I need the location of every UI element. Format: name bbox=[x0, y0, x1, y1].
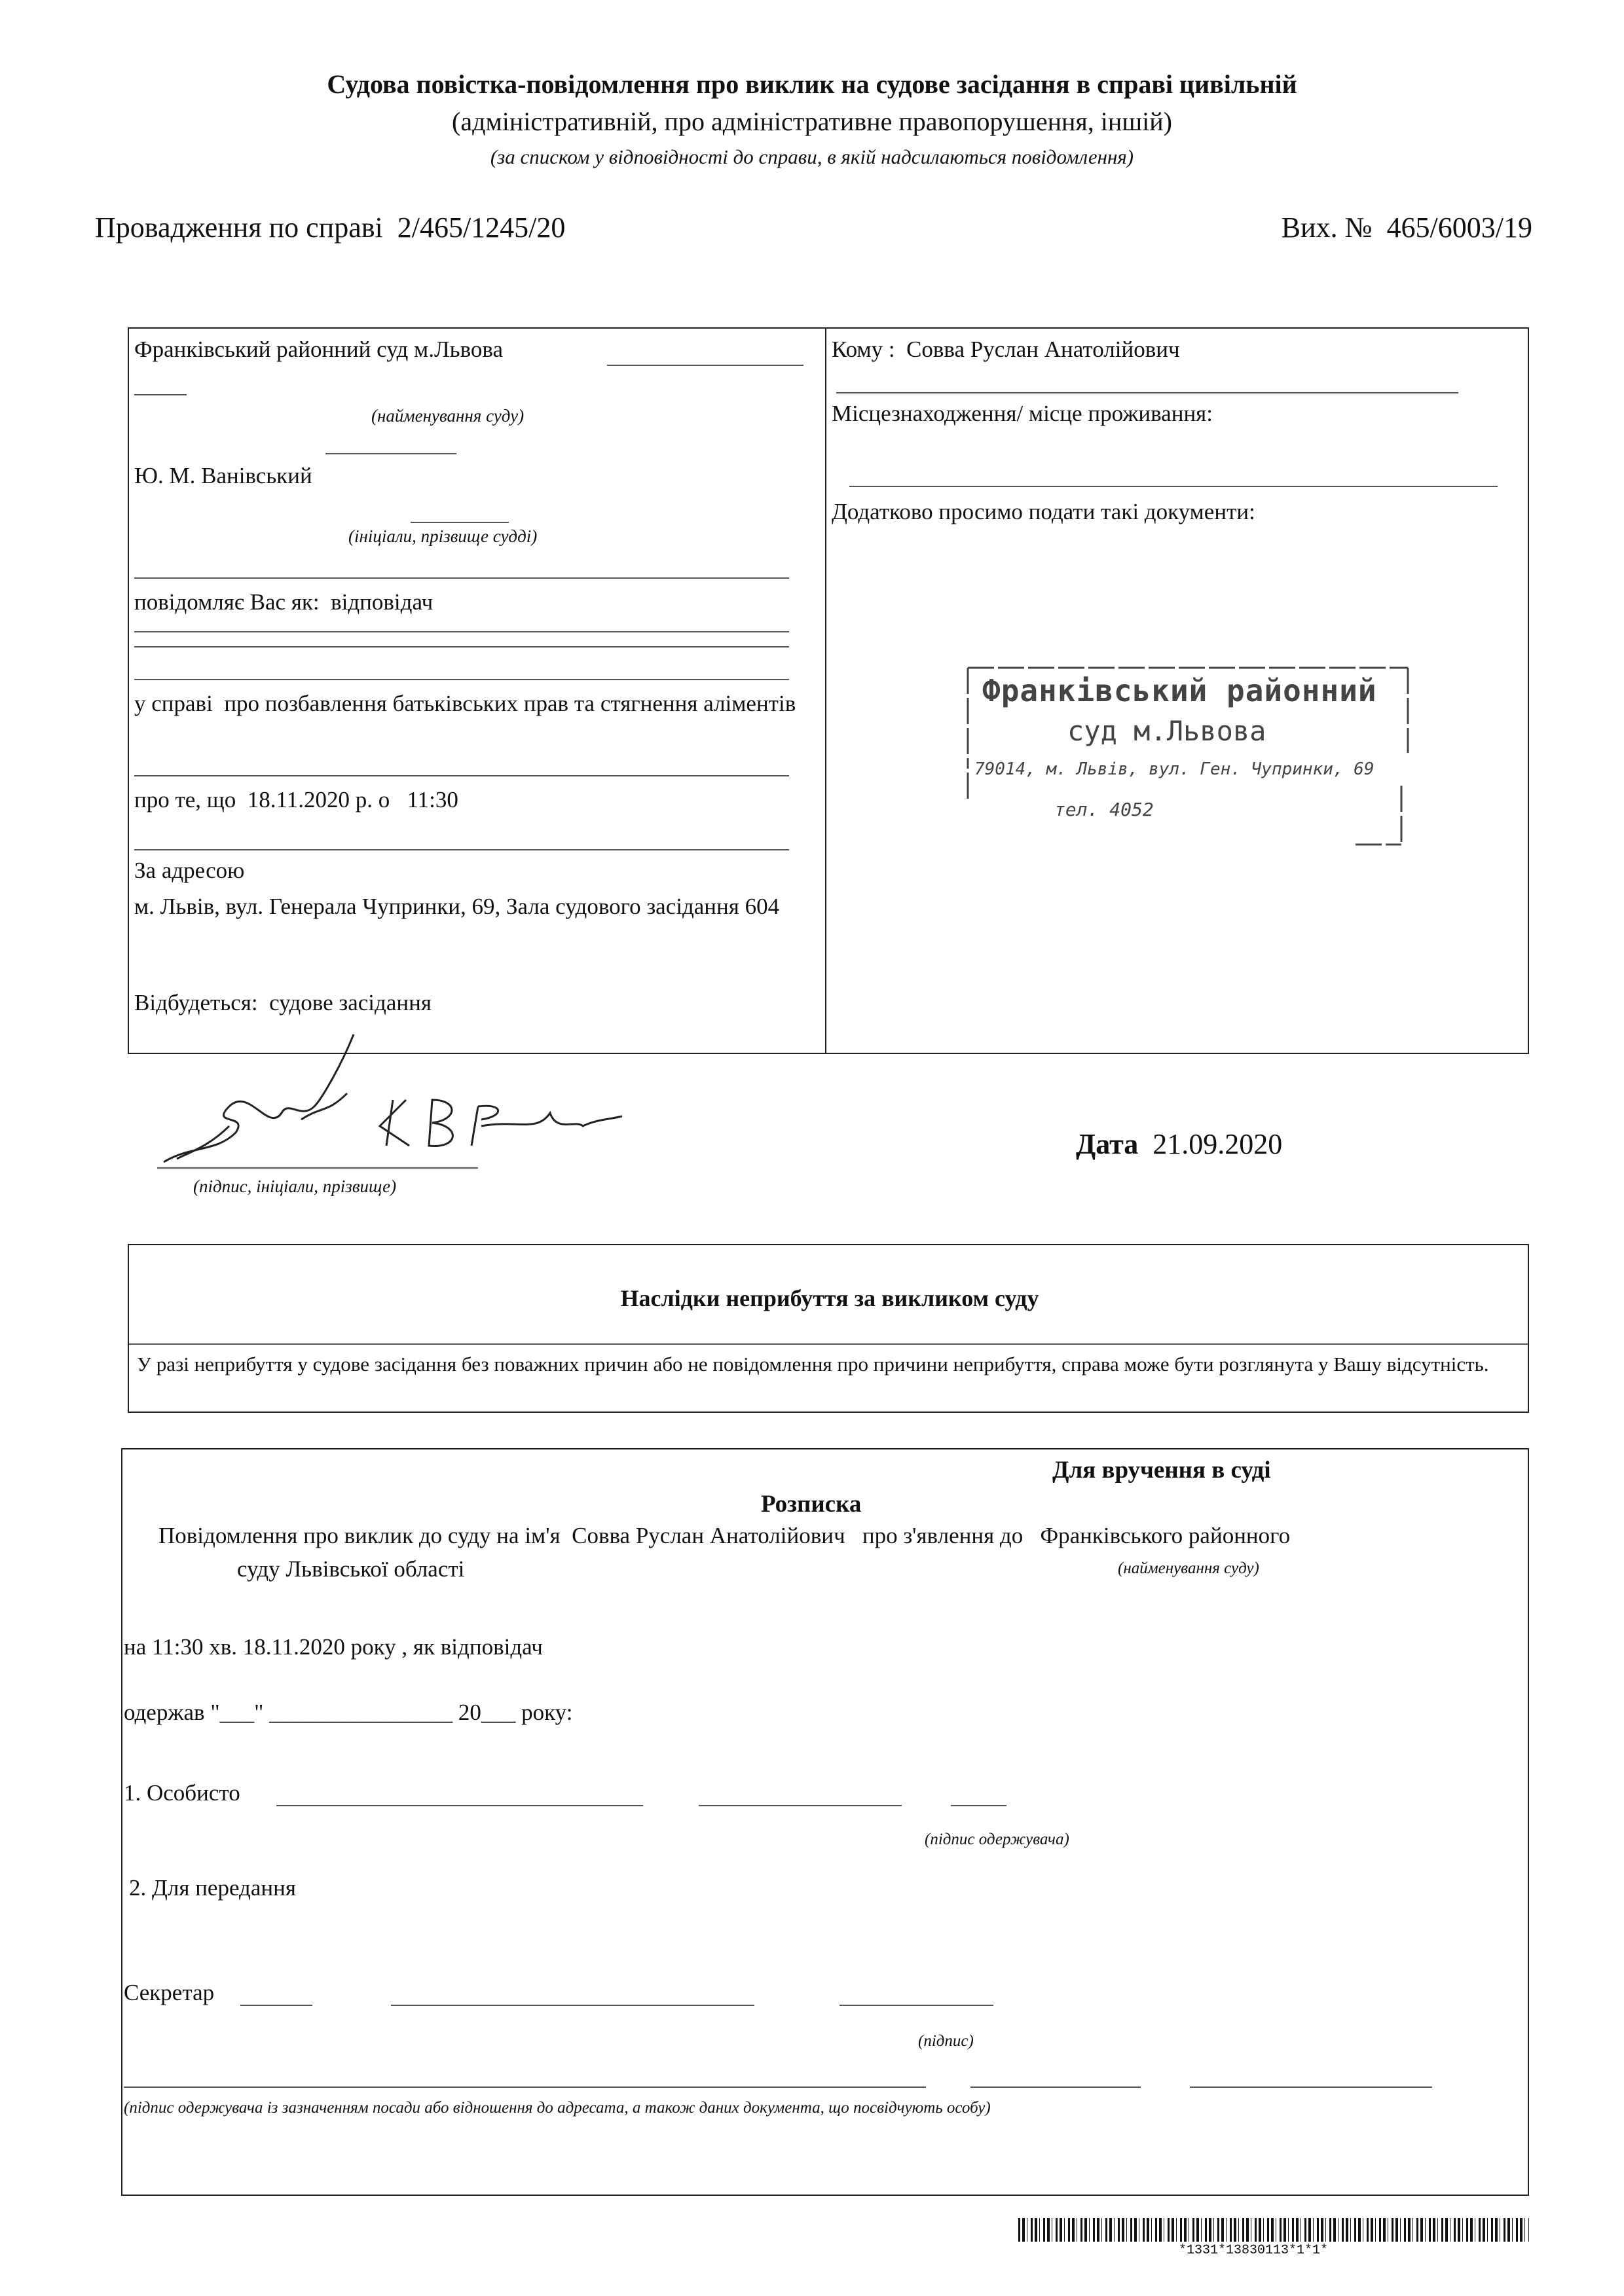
stamp-line-2: суд м.Львова bbox=[1067, 715, 1266, 747]
column-divider bbox=[825, 329, 826, 1054]
documents-label: Додатково просимо подати такі документи: bbox=[832, 499, 1255, 524]
event-text: судове засідання bbox=[269, 990, 432, 1015]
court-name: Франківський районний суд м.Львова bbox=[134, 337, 504, 362]
receipt-time-line: на 11:30 хв. 18.11.2020 року , як відповідач bbox=[124, 1634, 543, 1660]
barcode-text: *1331*13830113*1*1* bbox=[1179, 2243, 1329, 2258]
residence-label: Місцезнаходження/ місце проживання: bbox=[832, 401, 1213, 426]
stamp-line-1: Франківський районний bbox=[982, 673, 1377, 708]
datetime-label: про те, що bbox=[134, 787, 236, 812]
consequences-title: Наслідки неприбуття за викликом суду bbox=[620, 1285, 1039, 1311]
receipt-bottom-caption: (підпис одержувача із зазначенням посади або відношення до адресата, а також даних документа, що посвідчують особу) bbox=[124, 2099, 991, 2117]
outgoing-number: 465/6003/19 bbox=[1386, 211, 1532, 244]
case-subject-label: у справі bbox=[134, 691, 213, 716]
signature-scribble bbox=[151, 1021, 635, 1178]
receipt-intro: Повідомлення про виклик до суду на ім'я bbox=[158, 1523, 561, 1548]
event-label: Відбудеться: bbox=[134, 990, 258, 1015]
receipt-court-a: Франківського районного bbox=[1040, 1523, 1291, 1548]
hearing-time: 11:30 bbox=[407, 787, 458, 812]
judge-name: Ю. М. Ванівський bbox=[134, 463, 312, 488]
secretary-sign-caption: (підпис) bbox=[918, 2032, 974, 2050]
event-line bbox=[134, 990, 432, 1016]
stamp-line-3: 79014, м. Львів, вул. Ген. Чупринки, 69 bbox=[974, 759, 1375, 779]
receipt-name: Совва Руслан Анатолійович bbox=[572, 1523, 845, 1548]
hearing-datetime bbox=[134, 787, 458, 813]
receipt-personally: 1. Особисто bbox=[124, 1780, 240, 1806]
receipt-title: Розписка bbox=[761, 1491, 862, 1518]
document-subtitle: (адміністративній, про адміністративне правопорушення, іншій) bbox=[452, 107, 1172, 136]
notify-role: відповідач bbox=[331, 589, 434, 615]
court-name-caption: (найменування суду) bbox=[371, 406, 525, 426]
receipt-court-caption: (найменування суду) bbox=[1118, 1559, 1259, 1577]
outgoing-label: Вих. № bbox=[1281, 211, 1373, 244]
notify-line bbox=[134, 589, 433, 615]
recipient-label: Кому : bbox=[832, 337, 895, 362]
signature bbox=[151, 1021, 635, 1178]
recipient-name: Совва Руслан Анатолійович bbox=[906, 337, 1180, 362]
consequences-text: У разі неприбуття у судове засідання без поважних причин або не повідомлення про причини неприбуття, справа може бути розглянута у Вашу відсутність. bbox=[137, 1353, 1489, 1376]
case-subject bbox=[134, 687, 815, 720]
hearing-date: 18.11.2020 р. о bbox=[247, 787, 390, 812]
issue-date-label: Дата bbox=[1076, 1128, 1139, 1160]
receipt-box bbox=[121, 1448, 1529, 2196]
for-court-label: Для вручення в суді bbox=[1052, 1457, 1271, 1484]
receipt-received: одержав "___" ________________ 20___ року: bbox=[124, 1700, 573, 1725]
signature-caption: (підпис, ініціали, прізвище) bbox=[193, 1176, 397, 1196]
notify-label: повідомляє Вас як: bbox=[134, 589, 320, 615]
court-stamp bbox=[963, 661, 1414, 848]
consequences-box bbox=[128, 1244, 1529, 1413]
issue-date bbox=[1076, 1127, 1282, 1161]
barcode bbox=[1018, 2218, 1529, 2242]
address: м. Львів, вул. Генерала Чупринки, 69, Зала судового засідання 604 bbox=[134, 894, 780, 919]
receipt-appear: про з'явлення до bbox=[862, 1523, 1024, 1548]
address-label: За адресою bbox=[134, 858, 245, 883]
issue-date-value: 21.09.2020 bbox=[1153, 1128, 1283, 1160]
case-number: 2/465/1245/20 bbox=[397, 211, 566, 244]
case-number-line bbox=[95, 211, 565, 244]
receipt-court-b: суду Львівської області bbox=[237, 1556, 465, 1582]
judge-caption: (ініціали, прізвище судді) bbox=[348, 526, 538, 546]
receipt-line-1 bbox=[158, 1523, 1290, 1549]
receipt-for-transfer: 2. Для передання bbox=[129, 1875, 296, 1901]
stamp-line-4: тел. 4052 bbox=[1054, 799, 1154, 820]
case-label: Провадження по справі bbox=[95, 211, 383, 244]
document-title: Судова повістка-повідомлення про виклик на судове засідання в справі цивільній bbox=[327, 69, 1297, 99]
case-subject-text: про позбавлення батьківських прав та стягнення аліментів bbox=[224, 691, 796, 716]
recipient-sign-caption: (підпис одержувача) bbox=[925, 1831, 1069, 1848]
secretary-label: Секретар bbox=[124, 1980, 215, 2005]
document-note: (за списком у відповідності до справи, в якій надсилаються повідомлення) bbox=[490, 145, 1134, 168]
recipient-line bbox=[832, 337, 1180, 363]
outgoing-number-line bbox=[1282, 211, 1532, 244]
